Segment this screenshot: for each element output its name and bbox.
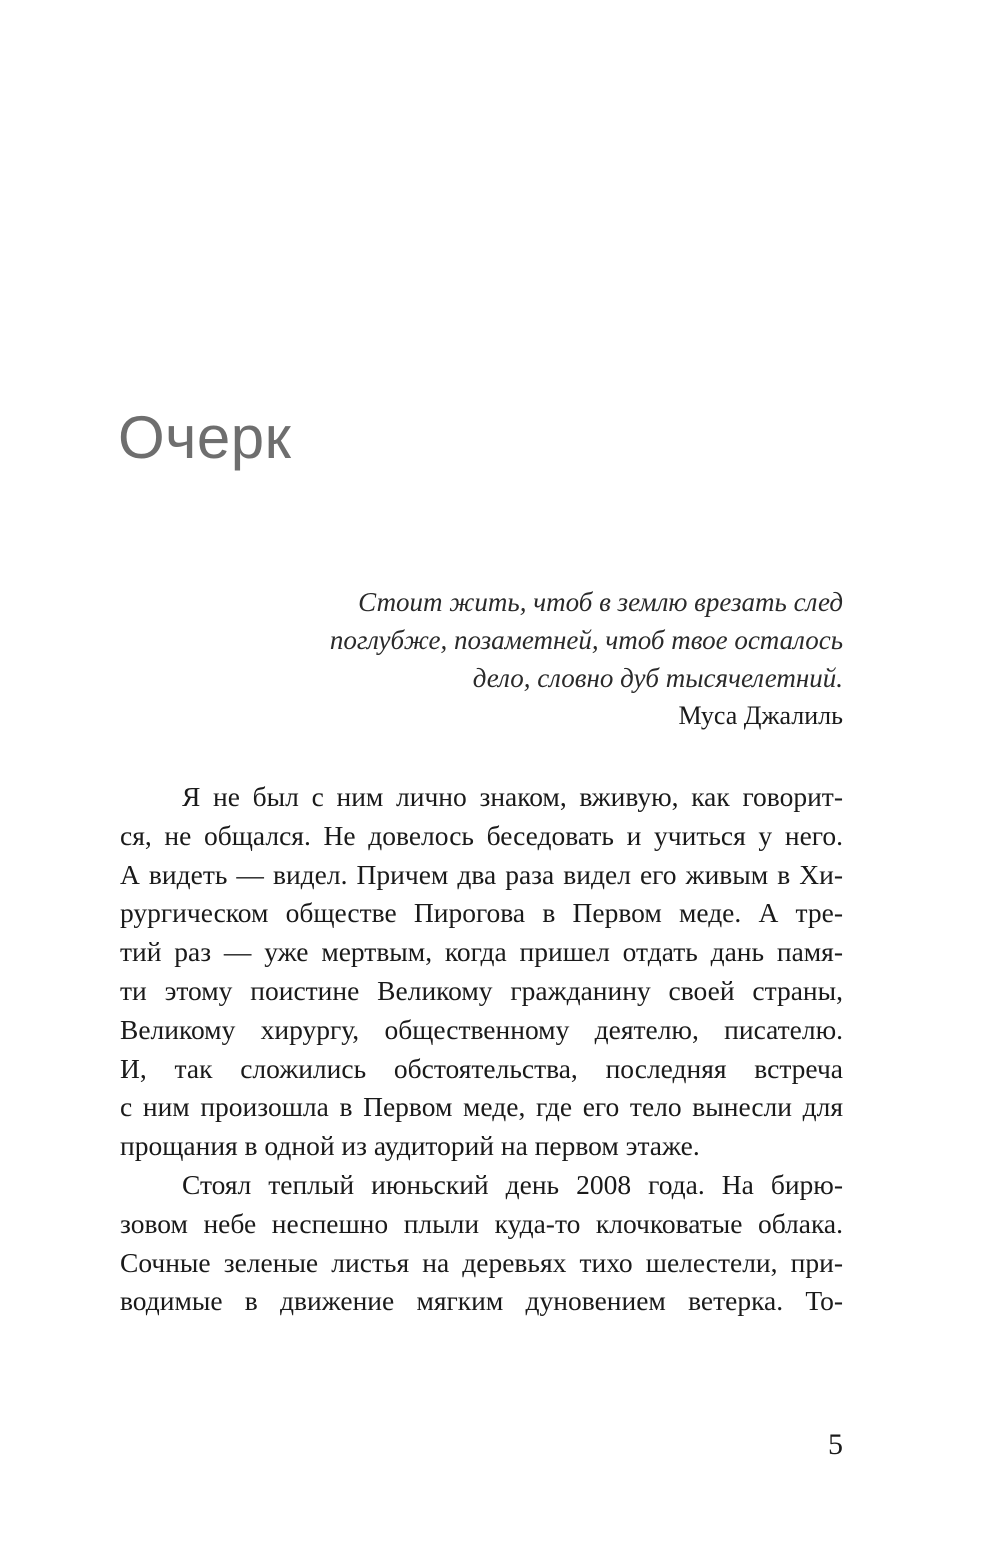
paragraph-line: ти этому поистине Великому гражданину своей страны, (120, 974, 843, 1006)
epigraph (300, 583, 843, 735)
paragraph-line: А видеть — видел. Причем два раза видел его живым в Хи- (120, 858, 843, 890)
paragraph-line: прощания в одной из аудиторий на первом этаже. (120, 1130, 700, 1162)
page-number: 5 (828, 1428, 843, 1461)
paragraph-line: Я не был с ним лично знаком, вживую, как говорит- (182, 781, 843, 812)
paragraph-line: тий раз — уже мертвым, когда пришел отдать дань памя- (120, 936, 843, 968)
paragraph-line: зовом небе неспешно плыли куда-то клочковатые облака. (120, 1207, 843, 1239)
epigraph-line: поглубже, позаметней, чтоб твое осталось (329, 625, 843, 655)
paragraph-line: с ним произошла в Первом меде, где его тело вынесли для (120, 1091, 843, 1123)
chapter-title: Очерк (118, 404, 292, 471)
paragraph-line: ся, не общался. Не довелось беседовать и учиться у него. (120, 819, 843, 851)
epigraph-line: Стоит жить, чтоб в землю врезать след (358, 587, 843, 617)
paragraph-line: Стоял теплый июньский день 2008 года. На бирю- (182, 1168, 843, 1200)
body-text (120, 778, 843, 1321)
epigraph-line: дело, словно дуб тысячелетний. (472, 663, 843, 693)
paragraph-line: И, так сложились обстоятельства, последняя встреча (120, 1052, 843, 1084)
paragraph-line: Великому хирургу, общественному деятелю, писателю. (120, 1013, 843, 1045)
epigraph-author: Муса Джалиль (678, 701, 843, 730)
paragraph-line: рургическом обществе Пирогова в Первом меде. А тре- (120, 897, 843, 929)
paragraph-line: Сочные зеленые листья на деревьях тихо шелестели, при- (120, 1246, 843, 1278)
paragraph-line: водимые в движение мягким дуновением ветерка. То- (120, 1285, 843, 1317)
